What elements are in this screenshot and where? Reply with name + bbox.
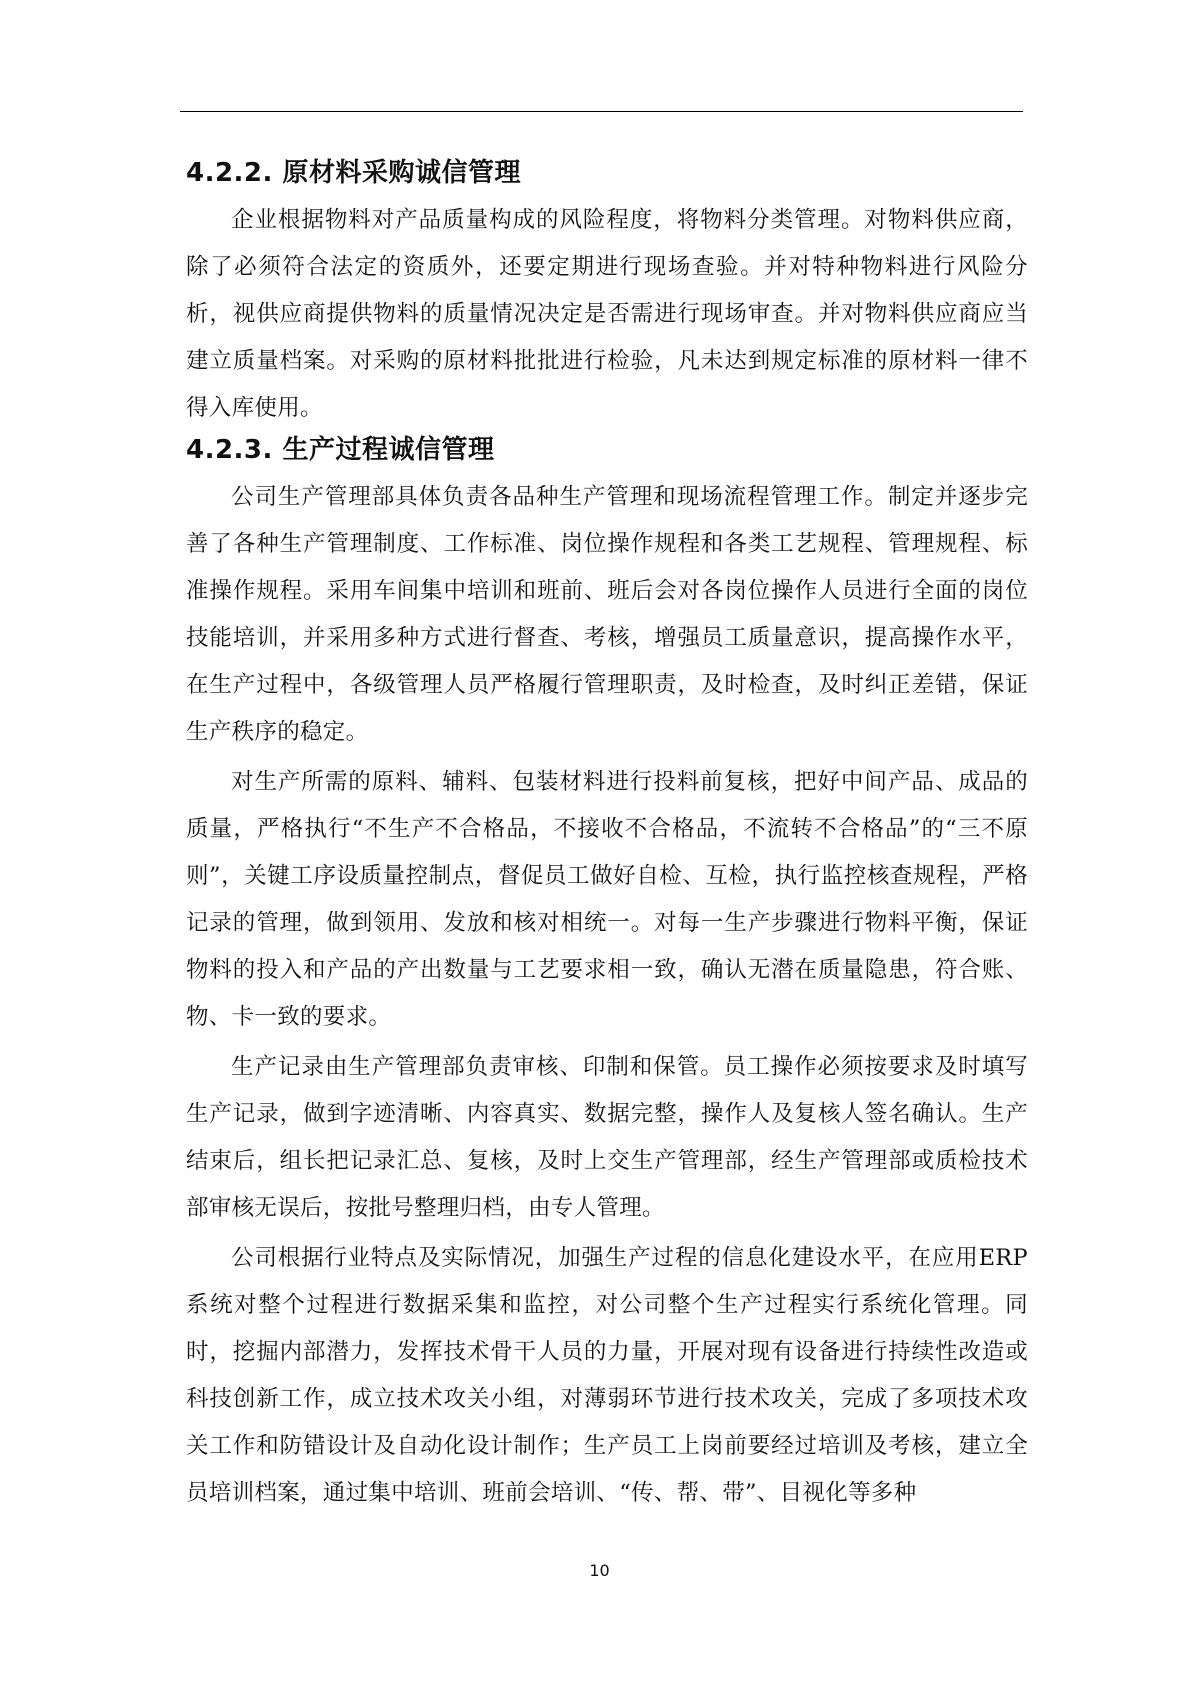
body-paragraph: 公司根据行业特点及实际情况，加强生产过程的信息化建设水平，在应用ERP系统对整个过程进行数据采集和监控，对公司整个生产过程实行系统化管理。同时，挖掘内部潜力，发挥技术骨干人员的力量，开展对现有设备进行持续性改造或科技创新工作，成立技术攻关小组，对薄弱环节进行技术攻关，完成了多项技术攻关工作和防错设计及自动化设计制作；生产员工上岗前要经过培训及考核，建立全员培训档案，通过集中培训、班前会培训、“传、帮、带”、目视化等多种 [186, 1245, 1028, 1506]
page-number: 10 [589, 1561, 610, 1580]
section-heading-4-2-2: 4.2.2. 原材料采购诚信管理 [186, 158, 521, 188]
body-paragraph: 对生产所需的原料、辅料、包装材料进行投料前复核，把好中间产品、成品的质量，严格执行“不生产不合格品，不接收不合格品，不流转不合格品”的“三不原则”，关键工序设质量控制点，督促员工做好自检、互检，执行监控核查规程，严格记录的管理，做到领用、发放和核对相统一。对每一生产步骤进行物料平衡，保证物料的投入和产品的产出数量与工艺要求相一致，确认无潜在质量隐患，符合账、物、卡一致的要求。 [186, 769, 1028, 1030]
section-heading-4-2-3: 4.2.3. 生产过程诚信管理 [186, 435, 495, 465]
body-paragraph: 生产记录由生产管理部负责审核、印制和保管。员工操作必须按要求及时填写生产记录，做到字迹清晰、内容真实、数据完整，操作人及复核人签名确认。生产结束后，组长把记录汇总、复核，及时上交生产管理部，经生产管理部或质检技术部审核无误后，按批号整理归档，由专人管理。 [186, 1054, 1028, 1221]
page-content [186, 155, 1028, 1517]
body-paragraph: 公司生产管理部具体负责各品种生产管理和现场流程管理工作。制定并逐步完善了各种生产管理制度、工作标准、岗位操作规程和各类工艺规程、管理规程、标准操作规程。采用车间集中培训和班前、班后会对各岗位操作人员进行全面的岗位技能培训，并采用多种方式进行督查、考核，增强员工质量意识，提高操作水平，在生产过程中，各级管理人员严格履行管理职责，及时检查，及时纠正差错，保证生产秩序的稳定。 [186, 484, 1028, 745]
body-paragraph: 企业根据物料对产品质量构成的风险程度，将物料分类管理。对物料供应商，除了必须符合法定的资质外，还要定期进行现场查验。并对特种物料进行风险分析，视供应商提供物料的质量情况决定是否需进行现场审查。并对物料供应商应当建立质量档案。对采购的原材料批批进行检验，凡未达到规定标准的原材料一律不得入库使用。 [186, 207, 1028, 421]
header-rule [180, 111, 1023, 112]
